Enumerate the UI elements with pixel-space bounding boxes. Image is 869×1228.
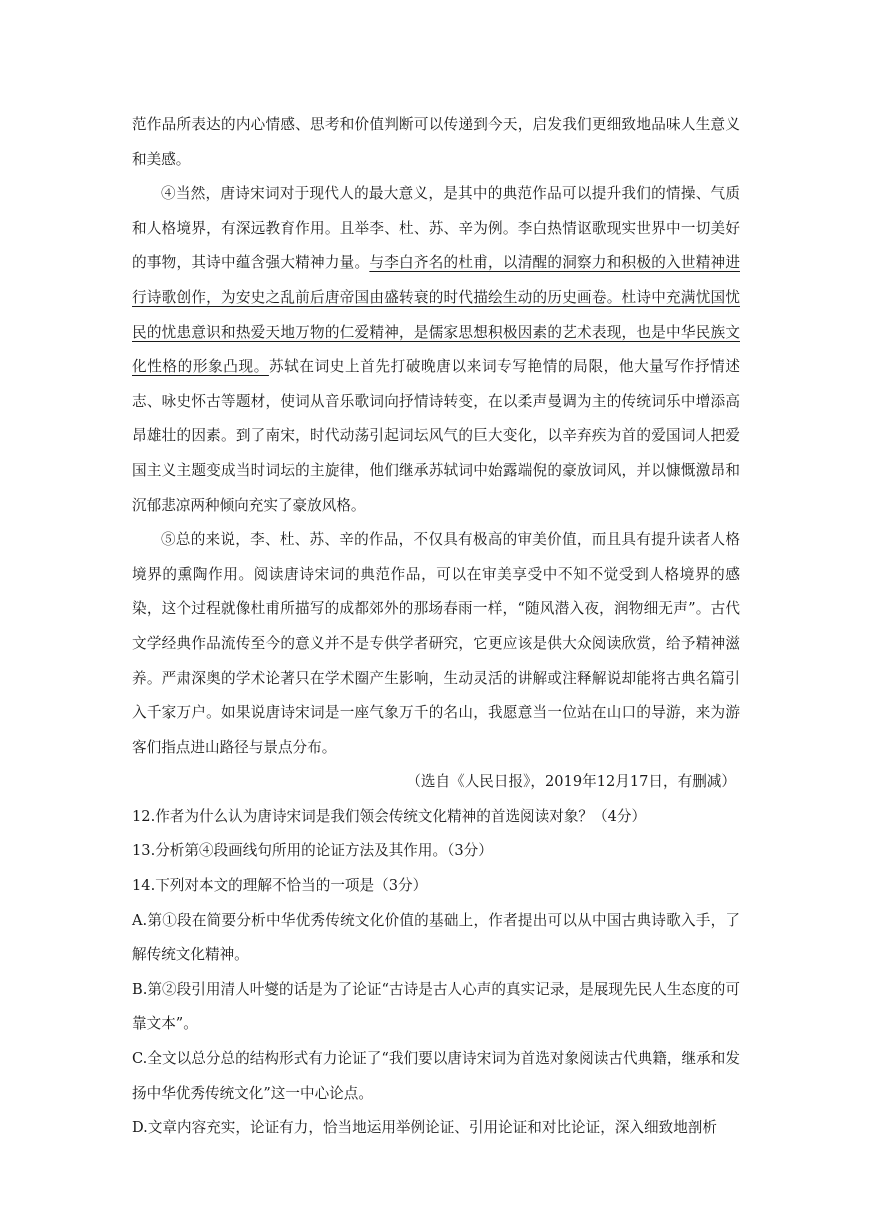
question-14: 14.下列对本文的理解不恰当的一项是（3分） [132, 877, 428, 895]
option-d: D.文章内容充实，论证有力，恰当地运用举例论证、引用论证和对比论证，深入细致地剖析 [132, 1119, 717, 1137]
underlined-sentence: 与李白齐名的杜甫，以清醒的洞察力和积极的入世精神进行诗歌创作，为安史之乱前后唐帝国由盛转衰的时代描绘生动的历史画卷。杜诗中充满忧国忧民的忧患意识和热爱天地万物的仁爱精神，是儒家思想积极因素的艺术表现，也是中华民族文化性格的形象凸现。 [132, 254, 740, 376]
paragraph-3-tail: 范作品所表达的内心情感、思考和价值判断可以传递到今天，启发我们更细致地品味人生意义和美感。 [132, 116, 740, 168]
option-c: C.全文以总分总的结构形式有力论证了“我们要以唐诗宋词为首选对象阅读古代典籍，继承和发扬中华优秀传统文化”这一中心论点。 [132, 1050, 740, 1102]
paragraph-4 [132, 177, 740, 523]
option-b: B.第②段引用清人叶燮的话是为了论证“古诗是古人心声的真实记录，是展现先民人生态度的可靠文本”。 [132, 980, 740, 1033]
question-12: 12.作者为什么认为唐诗宋词是我们领会传统文化精神的首选阅读对象？（4分） [132, 807, 647, 825]
question-13: 13.分析第④段画线句所用的论证方法及其作用。（3分） [132, 842, 493, 860]
paragraph-4-continued: 苏轼在词史上首先打破晚唐以来词专写艳情的局限，他大量写作抒情述志、咏史怀古等题材，使词从音乐歌词向抒情诗转变，在以柔声曼调为主的传统词乐中增添高昂雄壮的因素。到了南宋，时代动荡引起词坛风气的巨大变化，以辛弃疾为首的爱国词人把爱国主义主题变成当时词坛的主旋律，他们继承苏轼词中始露端倪的豪放词风，并以慷慨激昂和沉郁悲凉两种倾向充实了豪放风格。 [132, 358, 740, 514]
option-a: A.第①段在简要分析中华优秀传统文化价值的基础上，作者提出可以从中国古典诗歌入手，了解传统文化精神。 [132, 911, 740, 964]
paragraph-4-text: ④当然，唐诗宋词对于现代人的最大意义，是其中的典范作品可以提升我们的情操、气质和人格境界，有深远教育作用。且举李、杜、苏、辛为例。李白热情讴歌现实世界中一切美好的事物，其诗中蕴含强大精神力量。 [132, 185, 740, 272]
source-citation: （选自《人民日报》，2019年12月17日，有删减） [406, 773, 736, 791]
paragraph-5: ⑤总的来说，李、杜、苏、辛的作品，不仅具有极高的审美价值，而且具有提升读者人格境界的熏陶作用。阅读唐诗宋词的典范作品，可以在审美享受中不知不觉受到人格境界的感染，这个过程就像杜甫所描写的成都郊外的那场春雨一样，“随风潜入夜，润物细无声”。古代文学经典作品流传至今的意义并不是专供学者研究，它更应该是供大众阅读欣赏，给予精神滋养。严肃深奥的学术论著只在学术圈产生影响，生动灵活的讲解或注释解说却能将古典名篇引入千家万户。如果说唐诗宋词是一座气象万千的名山，我愿意当一位站在山口的导游，来为游客们指点进山路径与景点分布。 [132, 531, 740, 756]
document-page [132, 108, 740, 1146]
